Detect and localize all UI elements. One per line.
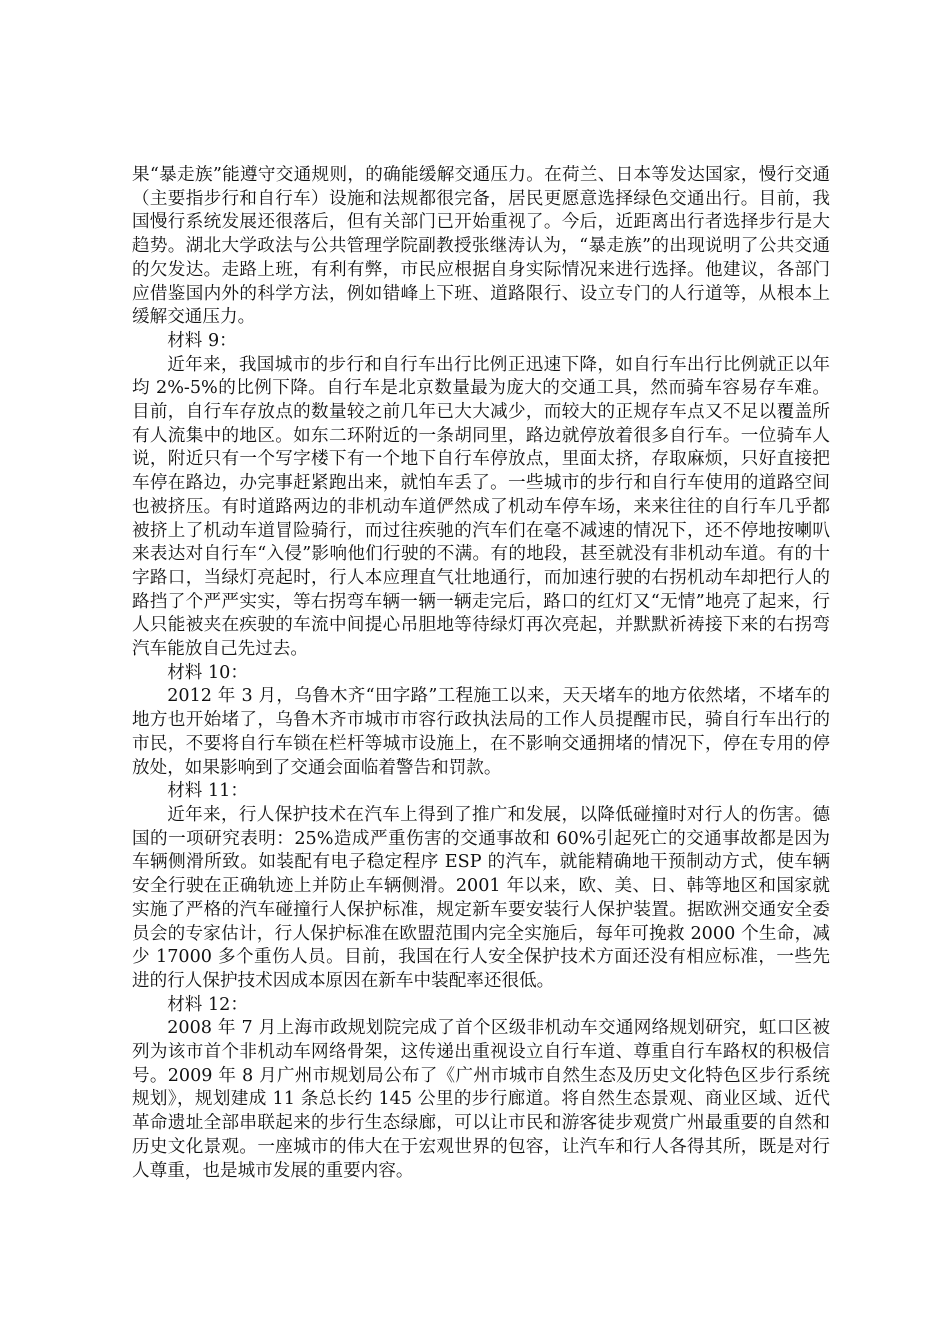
material-10-heading: 材料 10： [167, 662, 248, 683]
material-9-paragraph: 近年来，我国城市的步行和自行车出行比例正迅速下降，如自行车出行比例就正以年均 2%-5%的比例下降。自行车是北京数量最为庞大的交通工具，然而骑车容易存车难。目前，自行车存放点的数量较之前几年已大大减少，而较大的正规存车点又不足以覆盖所有人流集中的地区。如东二环附近的一条胡同里，路边就停放着很多自行车。一位骑车人说，附近只有一个写字楼下有一个地下自行车停放点，里面太挤，存取麻烦，只好直接把车停在路边，办完事赶紧跑出来，就怕车丢了。一些城市的步行和自行车使用的道路空间也被挤压。有时道路两边的非机动车道俨然成了机动车停车场，来来往往的自行车几乎都被挤上了机动车道冒险骑行，而过往疾驰的汽车们在毫不减速的情况下，还不停地按喇叭来表达对自行车“入侵”影响他们行驶的不满。有的地段，甚至就没有非机动车道。有的十字路口，当绿灯亮起时，行人本应理直气壮地通行，而加速行驶的右拐机动车却把行人的路挡了个严严实实，等右拐弯车辆一辆一辆走完后，路口的红灯又“无情”地亮了起来，行人只能被夹在疾驶的车流中间提心吊胆地等待绿灯再次亮起，并默默祈祷接下来的右拐弯汽车能放自己先过去。 [132, 354, 830, 660]
material-11-heading: 材料 11： [167, 781, 248, 802]
paragraph-continuation: 果“暴走族”能遵守交通规则，的确能缓解交通压力。在荷兰、日本等发达国家，慢行交通（主要指步行和自行车）设施和法规都很完备，居民更愿意选择绿色交通出行。目前，我国慢行系统发展还很落后，但有关部门已开始重视了。今后，近距离出行者选择步行是大趋势。湖北大学政法与公共管理学院副教授张继涛认为，“暴走族”的出现说明了公共交通的欠发达。走路上班，有利有弊，市民应根据自身实际情况来进行选择。他建议，各部门应借鉴国内外的科学方法，例如错峰上下班、道路限行、设立专门的人行道等，从根本上缓解交通压力。 [132, 165, 830, 328]
material-9-heading: 材料 9： [167, 330, 237, 351]
material-10-paragraph: 2012 年 3 月，乌鲁木齐“田字路”工程施工以来，天天堵车的地方依然堵，不堵车的地方也开始堵了，乌鲁木齐市城市市容行政执法局的工作人员提醒市民，骑自行车出行的市民，不要将自行车锁在栏杆等城市设施上，在不影响交通拥堵的情况下，停在专用的停放处，如果影响到了交通会面临着警告和罚款。 [132, 686, 830, 778]
material-12-heading: 材料 12： [167, 994, 248, 1015]
material-12-paragraph: 2008 年 7 月上海市政规划院完成了首个区级非机动车交通网络规划研究，虹口区被列为该市首个非机动车网络骨架，这传递出重视设立自行车道、尊重自行车路权的积极信号。2009 年 8 月广州市规划局公布了《广州市城市自然生态及历史文化特色区步行系统规划》，规划建成 11 条总长约 145 公里的步行廊道。将自然生态景观、商业区域、近代革命遗址全部串联起来的步行生态绿廊，可以让市民和游客徒步观赏广州最重要的自然和历史文化景观。一座城市的伟大在于宏观世界的包容，让汽车和行人各得其所，既是对行人尊重，也是城市发展的重要内容。 [132, 1018, 830, 1181]
material-11-paragraph: 近年来，行人保护技术在汽车上得到了推广和发展，以降低碰撞时对行人的伤害。德国的一项研究表明：25%造成严重伤害的交通事故和 60%引起死亡的交通事故都是因为车辆侧滑所致。如装配有电子稳定程序 ESP 的汽车，就能精确地干预制动方式，使车辆安全行驶在正确轨迹上并防止车辆侧滑。2001 年以来，欧、美、日、韩等地区和国家就实施了严格的汽车碰撞行人保护标准，规定新车要安装行人保护装置。据欧洲交通安全委员会的专家估计，行人保护标准在欧盟范围内完全实施后，每年可挽救 2000 个生命，减少 17000 多个重伤人员。目前，我国在行人安全保护技术方面还没有相应标准，一些先进的行人保护技术因成本原因在新车中装配率还很低。 [132, 804, 830, 991]
document-body [132, 164, 830, 1183]
